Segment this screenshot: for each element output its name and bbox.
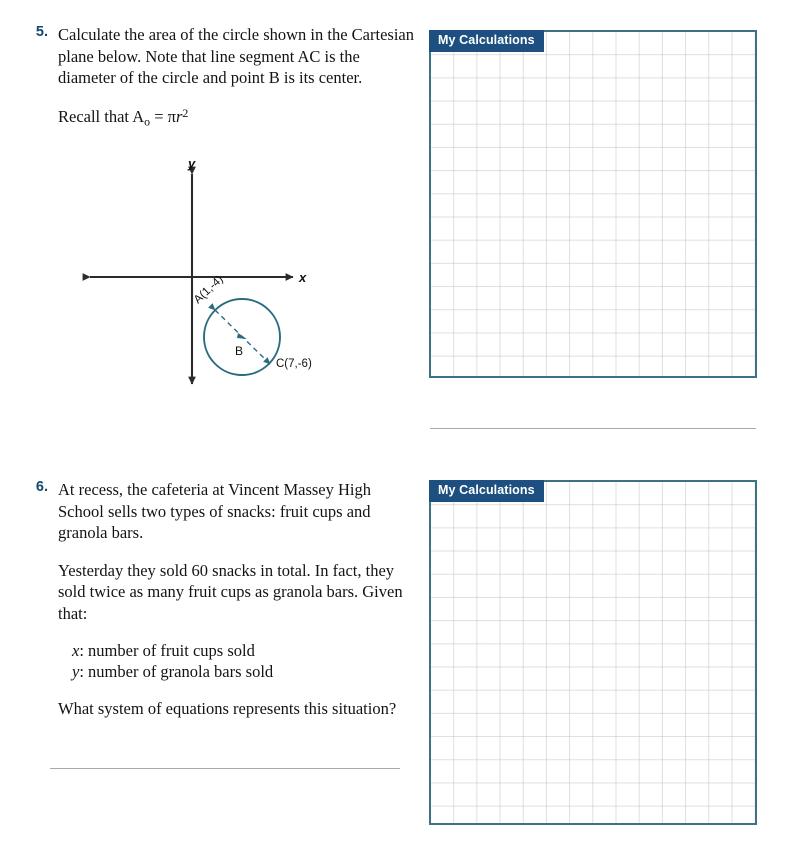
variable-y-description: : number of granola bars sold [79,662,274,681]
formula-equals: = [150,106,168,126]
question-5-number: 5. [35,24,48,40]
center-b-label: B [235,344,244,358]
calculations-panel-q6[interactable] [429,480,757,825]
formula-pi: π [167,106,176,126]
question-6-paragraph-2: Yesterday they sold 60 snacks in total. In fact, they sold twice as many fruit cups as granola bars. Given that: [58,560,403,623]
question-6-body [58,479,418,732]
calculations-panel-q5[interactable] [429,30,757,378]
question-6-closing: What system of equations represents this situation? [58,699,397,718]
cartesian-plane-figure [80,152,340,397]
center-point-marker [237,333,247,339]
point-a-label: A(1,-4) [191,273,226,307]
calculations-banner-q5: My Calculations [429,30,544,52]
y-axis-label: y [188,156,196,171]
calculations-banner-q6: My Calculations [429,480,544,502]
formula-prefix: Recall that A [58,106,145,126]
question-6-number: 6. [35,479,48,495]
variable-y-symbol: y [72,662,80,681]
question-5-paragraph-1: Calculate the area of the circle shown in the Cartesian plane below. Note that line segment AC is the diameter of the circle and point B is its center. [58,25,414,87]
question-6-paragraph-1: At recess, the cafeteria at Vincent Massey High School sells two types of snacks: fruit cups and granola bars. [58,480,372,542]
answer-line-q6 [50,768,400,769]
formula-subscript: o [144,113,151,128]
variable-x-description: : number of fruit cups sold [79,641,255,660]
answer-line-q5 [430,428,756,429]
point-c-label: C(7,-6) [276,358,312,370]
cartesian-plane-svg [80,152,340,397]
formula-variable: r [176,106,183,126]
formula-superscript: 2 [182,105,189,120]
variable-definitions [58,640,418,682]
question-5-body [58,24,418,144]
x-axis-label: x [299,270,307,285]
variable-x-symbol: x [72,641,80,660]
question-5-formula [58,103,418,133]
